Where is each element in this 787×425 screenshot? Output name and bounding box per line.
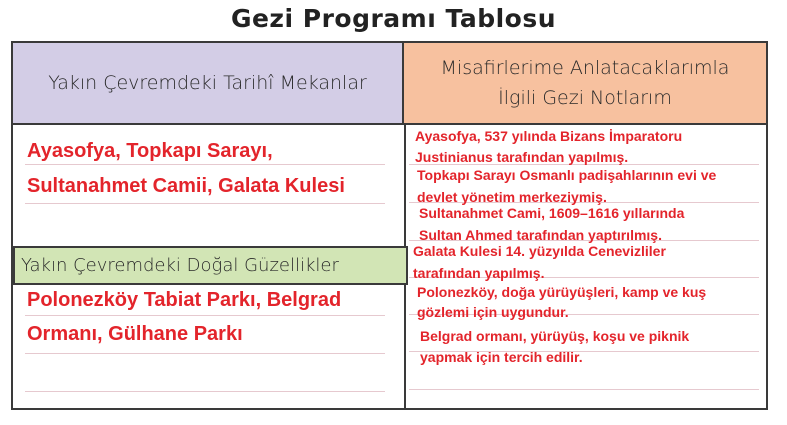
ruled-line	[25, 315, 385, 316]
note-line: Ayasofya, 537 yılında Bizans İmparatoru	[415, 128, 683, 144]
note-line: gözlemi için uygundur.	[417, 304, 569, 320]
ruled-line	[409, 389, 759, 390]
note-line: devlet yönetim merkeziymiş.	[417, 189, 607, 205]
note-line: Galata Kulesi 14. yüzyılda Cenevizliler	[413, 243, 666, 259]
ruled-line	[25, 353, 385, 354]
trip-program-table	[11, 41, 768, 410]
note-line: Belgrad ormanı, yürüyüş, koşu ve piknik	[420, 328, 690, 344]
note-line: yapmak için tercih edilir.	[420, 349, 583, 365]
ruled-line	[25, 391, 385, 392]
note-line: Sultanahmet Cami, 1609–1616 yıllarında	[419, 205, 685, 221]
note-line: tarafından yapılmış.	[413, 265, 545, 281]
ruled-line	[25, 164, 385, 165]
header-notes-line1: Misafirlerime Anlatacaklarımla	[440, 57, 730, 79]
page-title: Gezi Programı Tablosu	[230, 4, 557, 33]
note-line: Sultan Ahmed tarafından yaptırılmış.	[419, 227, 662, 243]
header-notes-line2: İlgili Gezi Notlarım	[498, 87, 672, 109]
natural-answer-line: Polonezköy Tabiat Parkı, Belgrad	[27, 289, 342, 311]
note-line: Justinianus tarafından yapılmış.	[415, 149, 629, 165]
header-trip-notes	[404, 43, 766, 125]
header-natural-beauties: Yakın Çevremdeki Doğal Güzellikler	[13, 246, 408, 285]
note-line: Polonezköy, doğa yürüyüşleri, kamp ve kuş	[417, 284, 707, 300]
historic-answer-line: Ayasofya, Topkapı Sarayı,	[27, 140, 273, 162]
natural-answer-line: Ormanı, Gülhane Parkı	[27, 323, 243, 345]
note-line: Topkapı Sarayı Osmanlı padişahlarının evi ve	[417, 167, 717, 183]
ruled-line	[25, 203, 385, 204]
historic-answer-line: Sultanahmet Camii, Galata Kulesi	[27, 175, 345, 197]
header-historic-places: Yakın Çevremdeki Tarihî Mekanlar	[13, 43, 404, 125]
